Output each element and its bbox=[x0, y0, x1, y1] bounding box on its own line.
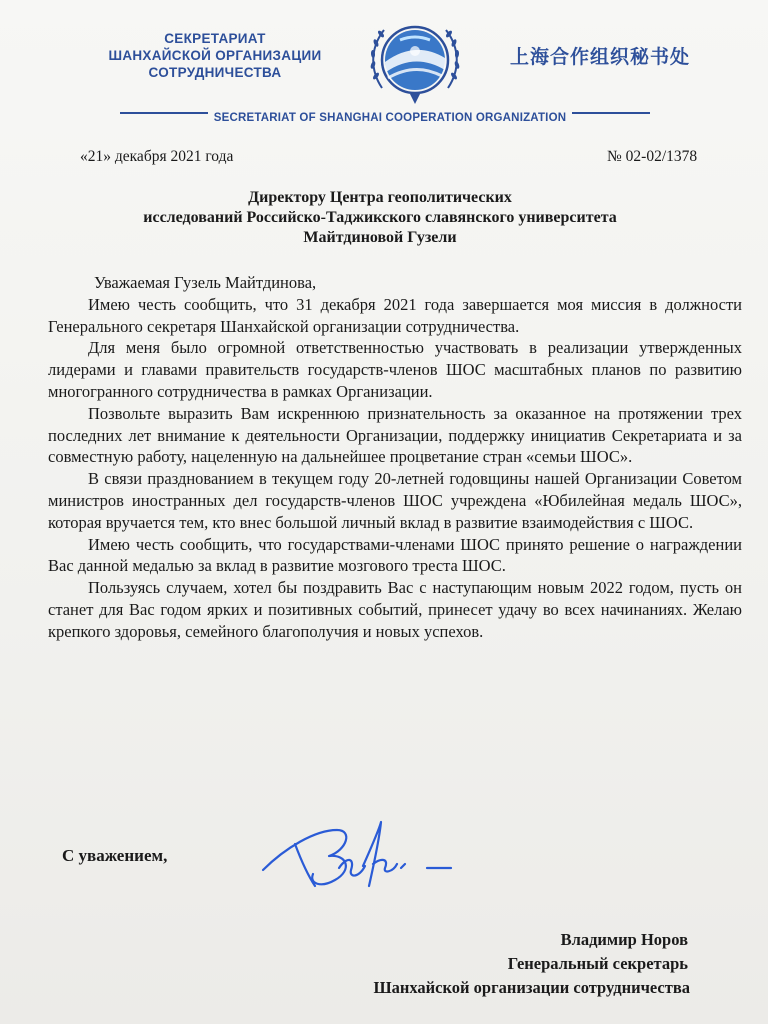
letterhead-ru-line-1: СЕКРЕТАРИАТ bbox=[164, 31, 266, 46]
paragraph-3: Позвольте выразить Вам искреннюю признательность за оказанное на протяжении трех последних лет внимание к деятельности Организации, поддержку инициатив Секретариата и за совместную работу, нацеленную на дальнейшее процветание стран «семьи ШОС». bbox=[48, 403, 742, 467]
letterhead-chinese: 上海合作组织秘书处 bbox=[510, 46, 691, 68]
letterhead-russian bbox=[80, 30, 350, 81]
letterhead-english-text: SECRETARIAT OF SHANGHAI COOPERATION ORGANIZATION bbox=[208, 112, 572, 124]
letterhead-english bbox=[190, 112, 590, 124]
letter-date: «21» декабря 2021 года bbox=[80, 148, 234, 165]
signatory-block bbox=[258, 928, 718, 1000]
sco-emblem-icon bbox=[360, 10, 470, 110]
signatory-name: Владимир Норов bbox=[560, 930, 688, 949]
letterhead-ru-line-2: ШАНХАЙСКОЙ ОРГАНИЗАЦИИ bbox=[108, 48, 322, 63]
salutation: Уважаемая Гузель Майтдинова, bbox=[94, 273, 317, 292]
signatory-title: Генеральный секретарь bbox=[507, 954, 688, 973]
addressee-line-3: Майтдиновой Гузели bbox=[303, 229, 457, 246]
paragraph-2: Для меня было огромной ответственностью участвовать в реализации утвержденных лидерами и главами правительств государств-членов ШОС масштабных планов по развитию многогранного сотрудничества в рамках Организации. bbox=[48, 338, 742, 401]
letterhead-ru-line-3: СОТРУДНИЧЕСТВА bbox=[148, 65, 282, 80]
addressee-line-2: исследований Российско-Таджикского славянского университета bbox=[143, 209, 617, 226]
signatory-organization: Шанхайской организации сотрудничества bbox=[373, 978, 690, 997]
paragraph-4: В связи празднованием в текущем году 20-летней годовщины нашей Организации Советом министров иностранных дел государств-членов ШОС учреждена «Юбилейная медаль ШОС», которая вручается тем, кто внес большой личный вклад в развитие взаимодействия с ШОС. bbox=[48, 469, 742, 532]
closing: С уважением, bbox=[62, 846, 168, 865]
document-number: № 02-02/1378 bbox=[607, 148, 698, 165]
paragraph-6: Пользуясь случаем, хотел бы поздравить Вас с наступающим новым 2022 годом, пусть он станет для Вас годом ярких и позитивных событий, принесет удачу во всех начинаниях. Желаю крепкого здоровья, семейного благополучия и новых успехов. bbox=[48, 578, 742, 641]
letter-body bbox=[48, 272, 742, 643]
addressee-block bbox=[60, 188, 700, 248]
handwritten-signature-icon bbox=[255, 808, 465, 898]
addressee-line-1: Директору Центра геополитических bbox=[248, 189, 512, 206]
paragraph-1: Имею честь сообщить, что 31 декабря 2021 года завершается моя миссия в должности Генерального секретаря Шанхайской организации сотрудничества. bbox=[48, 294, 742, 336]
paragraph-5: Имею честь сообщить, что государствами-членами ШОС принято решение о награждении Вас данной медалью за вклад в развитие мозгового треста ШОС. bbox=[48, 534, 742, 576]
